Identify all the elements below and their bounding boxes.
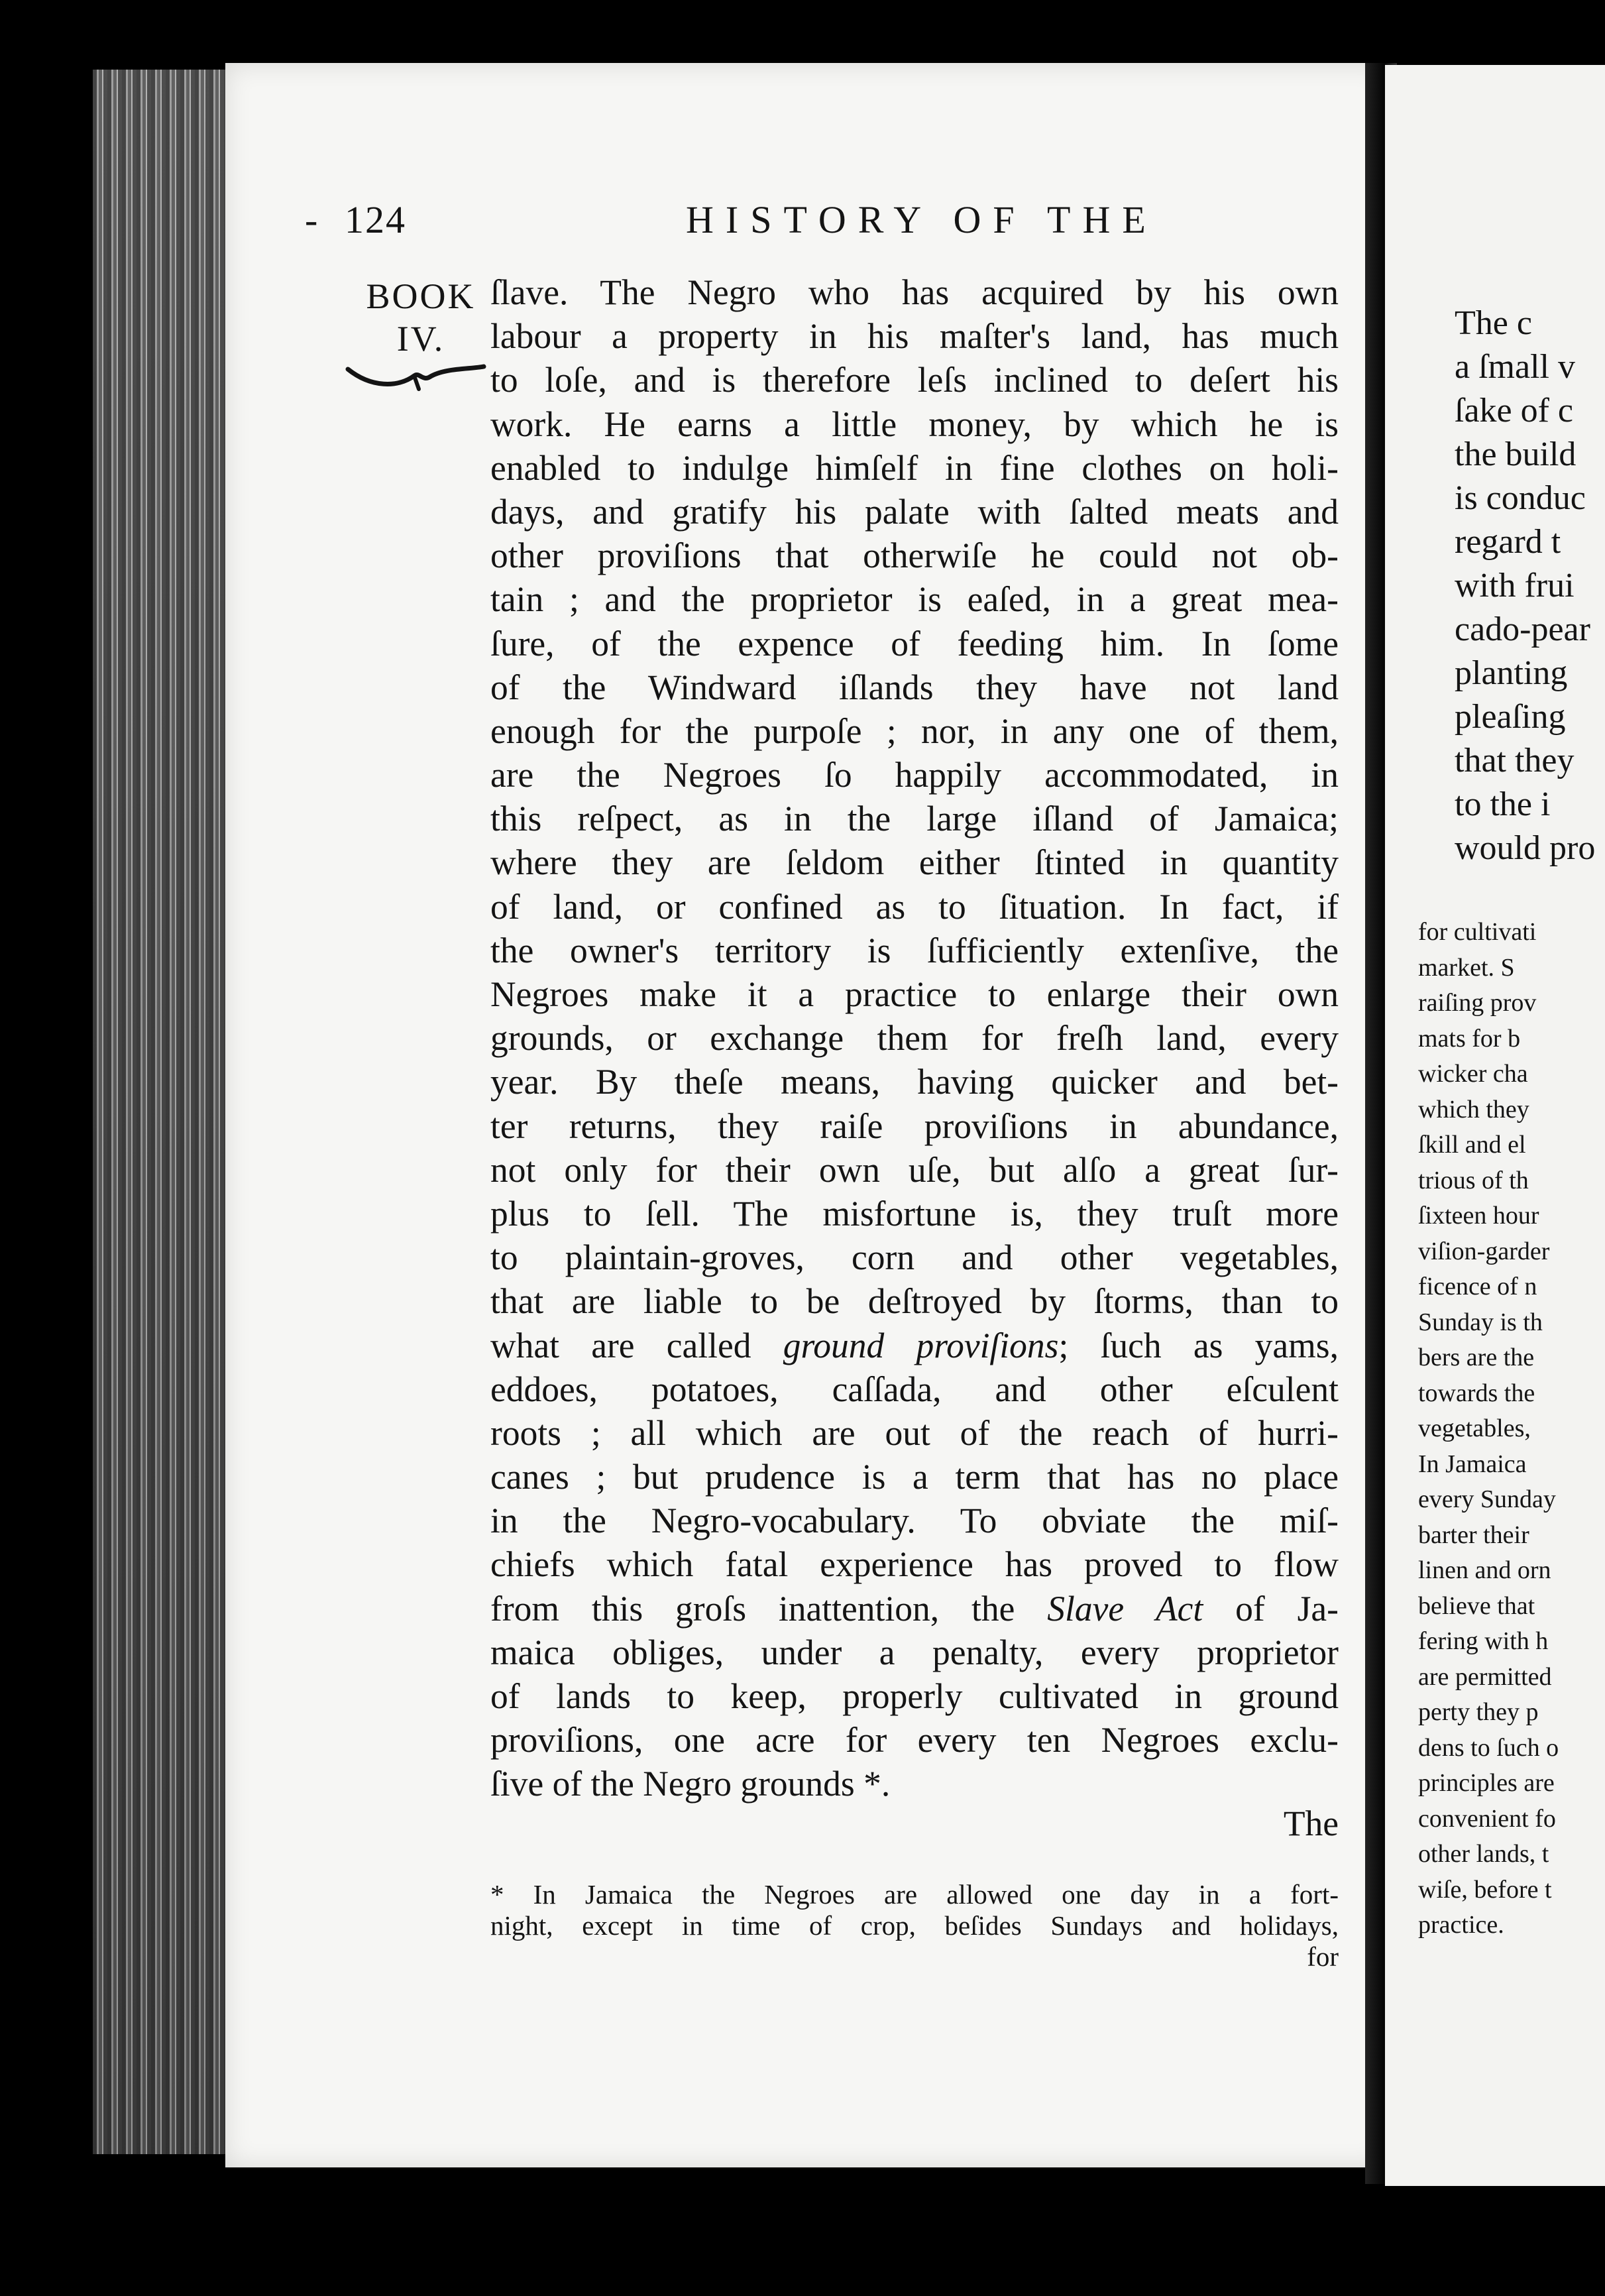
footnote-line: for bbox=[1307, 1941, 1339, 1972]
right-page-note-line: perty they p bbox=[1418, 1698, 1539, 1726]
right-page-notes bbox=[1418, 915, 1605, 1943]
right-page-note-line: which they bbox=[1418, 1095, 1529, 1123]
right-page-note-line: convenient fo bbox=[1418, 1804, 1556, 1833]
right-page-note-line: towards the bbox=[1418, 1379, 1535, 1407]
right-page-note-line: Sunday is th bbox=[1418, 1308, 1543, 1336]
right-page-line: regard t bbox=[1455, 523, 1561, 561]
body-line: not only for their own uſe, but alſo a great ſur- bbox=[490, 1149, 1339, 1190]
body-line: to loſe, and is therefore leſs inclined to deſert his bbox=[490, 360, 1339, 400]
body-line: of land, or confined as to ſituation. In fact, if bbox=[490, 886, 1339, 927]
right-page-note-line: are permitted bbox=[1418, 1662, 1552, 1691]
right-page-note-line: believe that bbox=[1418, 1591, 1535, 1620]
body-line: ſive of the Negro grounds *. bbox=[490, 1764, 891, 1804]
body-line: grounds, or exchange them for freſh land, every bbox=[490, 1018, 1339, 1059]
catchword: The bbox=[1283, 1804, 1339, 1843]
right-page-note-line: practice. bbox=[1418, 1911, 1504, 1939]
footnote bbox=[490, 1879, 1339, 1973]
right-page-line: the build bbox=[1455, 435, 1577, 473]
body-line: maica obliges, under a penalty, every proprietor bbox=[490, 1632, 1339, 1672]
right-page-line: with frui bbox=[1455, 567, 1575, 604]
body-text bbox=[490, 270, 1339, 1806]
right-page-line: planting bbox=[1455, 654, 1568, 692]
right-page-line: to the i bbox=[1455, 785, 1551, 823]
body-line: in the Negro-vocabulary. To obviate the miſ- bbox=[490, 1501, 1339, 1541]
body-line: tain ; and the proprietor is eaſed, in a great mea- bbox=[490, 579, 1339, 620]
right-page-note-line: vegetables, bbox=[1418, 1414, 1531, 1442]
body-line: days, and gratify his palate with ſalted meats and bbox=[490, 491, 1339, 532]
book-marker bbox=[348, 275, 494, 360]
right-page-line: is conduc bbox=[1455, 479, 1586, 517]
right-page-note-line: wicker cha bbox=[1418, 1060, 1528, 1088]
right-page-note-line: for cultivati bbox=[1418, 918, 1537, 946]
right-page-note-line: fering with h bbox=[1418, 1627, 1549, 1655]
body-line: year. By theſe means, having quicker and bet- bbox=[490, 1062, 1339, 1102]
body-line: of the Windward iſlands they have not land bbox=[490, 667, 1339, 707]
right-page-note-line: ſixteen hour bbox=[1418, 1202, 1539, 1230]
body-line: Negroes make it a practice to enlarge their own bbox=[490, 974, 1339, 1014]
right-page-line: that they bbox=[1455, 742, 1575, 779]
running-title: HISTORY OF THE bbox=[686, 198, 1158, 241]
right-page-note-line: bers are the bbox=[1418, 1344, 1535, 1371]
right-page-line: cado-pear bbox=[1455, 610, 1590, 648]
footnote-line: * In Jamaica the Negroes are allowed one day in a fort- bbox=[490, 1879, 1339, 1910]
right-page-note-line: every Sunday bbox=[1418, 1485, 1556, 1513]
body-line: are the Negroes ſo happily accommodated, in bbox=[490, 755, 1339, 795]
body-line: proviſions, one acre for every ten Negroes exclu- bbox=[490, 1720, 1339, 1760]
body-line: other proviſions that otherwiſe he could not ob- bbox=[490, 536, 1339, 576]
right-page-text bbox=[1455, 302, 1605, 870]
body-line: ſlave. The Negro who has acquired by his own bbox=[490, 272, 1339, 312]
right-page-note-line: barter their bbox=[1418, 1521, 1529, 1549]
body-line: the owner's territory is ſufficiently extenſive, the bbox=[490, 930, 1339, 970]
body-line: work. He earns a little money, by which he is bbox=[490, 404, 1339, 444]
body-line: chiefs which fatal experience has proved to flow bbox=[490, 1544, 1339, 1585]
page-edge-strip bbox=[93, 70, 242, 2154]
right-page-note-line: raiſing prov bbox=[1418, 989, 1537, 1017]
body-line: eddoes, potatoes, caſſada, and other eſculent bbox=[490, 1369, 1339, 1409]
right-page-line: a ſmall v bbox=[1455, 348, 1575, 386]
right-page-line: The c bbox=[1455, 304, 1532, 342]
body-line: ter returns, they raiſe proviſions in abundance, bbox=[490, 1106, 1339, 1146]
right-page-line: pleaſing bbox=[1455, 698, 1566, 736]
right-page-note-line: ſkill and el bbox=[1418, 1131, 1526, 1159]
running-head bbox=[305, 198, 1339, 244]
brace-ornament bbox=[345, 361, 487, 394]
body-line: canes ; but prudence is a term that has no place bbox=[490, 1457, 1339, 1497]
body-line: to plaintain-groves, corn and other vegetables, bbox=[490, 1237, 1339, 1278]
body-line: of lands to keep, properly cultivated in ground bbox=[490, 1676, 1339, 1716]
page-number: 124 bbox=[345, 198, 406, 241]
body-line: what are called ground proviſions; ſuch as yams, bbox=[490, 1325, 1339, 1365]
body-line: that are liable to be deſtroyed by ſtorms, than to bbox=[490, 1281, 1339, 1322]
right-page-note-line: principles are bbox=[1418, 1769, 1555, 1797]
right-page-note-line: viſion-garder bbox=[1418, 1237, 1550, 1265]
right-page-note-line: dens to ſuch o bbox=[1418, 1733, 1559, 1762]
right-page-note-line: linen and orn bbox=[1418, 1556, 1551, 1584]
body-line: enough for the purpoſe ; nor, in any one of them, bbox=[490, 711, 1339, 751]
right-page-note-line: market. S bbox=[1418, 953, 1515, 982]
header-dash: - bbox=[305, 198, 318, 241]
book-label: BOOK bbox=[366, 276, 476, 316]
body-line: labour a property in his maſter's land, has much bbox=[490, 316, 1339, 357]
body-line: roots ; all which are out of the reach of hurri- bbox=[490, 1412, 1339, 1453]
body-line: where they are ſeldom either ſtinted in quantity bbox=[490, 842, 1339, 883]
right-page-note-line: ficence of n bbox=[1418, 1273, 1537, 1300]
right-page-note-line: In Jamaica bbox=[1418, 1450, 1527, 1478]
body-line: plus to ſell. The misfortune is, they truſt more bbox=[490, 1193, 1339, 1234]
book-number: IV. bbox=[396, 319, 445, 359]
footnote-line: night, except in time of crop, beſides Sundays and holidays, bbox=[490, 1910, 1339, 1941]
right-page-note-line: mats for b bbox=[1418, 1024, 1521, 1053]
right-page-note-line: other lands, t bbox=[1418, 1840, 1549, 1868]
body-line: from this groſs inattention, the Slave Act of Ja- bbox=[490, 1588, 1339, 1629]
body-line: this reſpect, as in the large iſland of Jamaica; bbox=[490, 799, 1339, 839]
right-page-note-line: trious of th bbox=[1418, 1166, 1529, 1194]
body-line: ſure, of the expence of feeding him. In ſome bbox=[490, 623, 1339, 663]
right-page-line: ſake of c bbox=[1455, 392, 1574, 430]
body-line: enabled to indulge himſelf in fine clothes on holi- bbox=[490, 447, 1339, 488]
right-page-line: would pro bbox=[1455, 829, 1596, 867]
right-page-note-line: wiſe, before t bbox=[1418, 1875, 1552, 1904]
